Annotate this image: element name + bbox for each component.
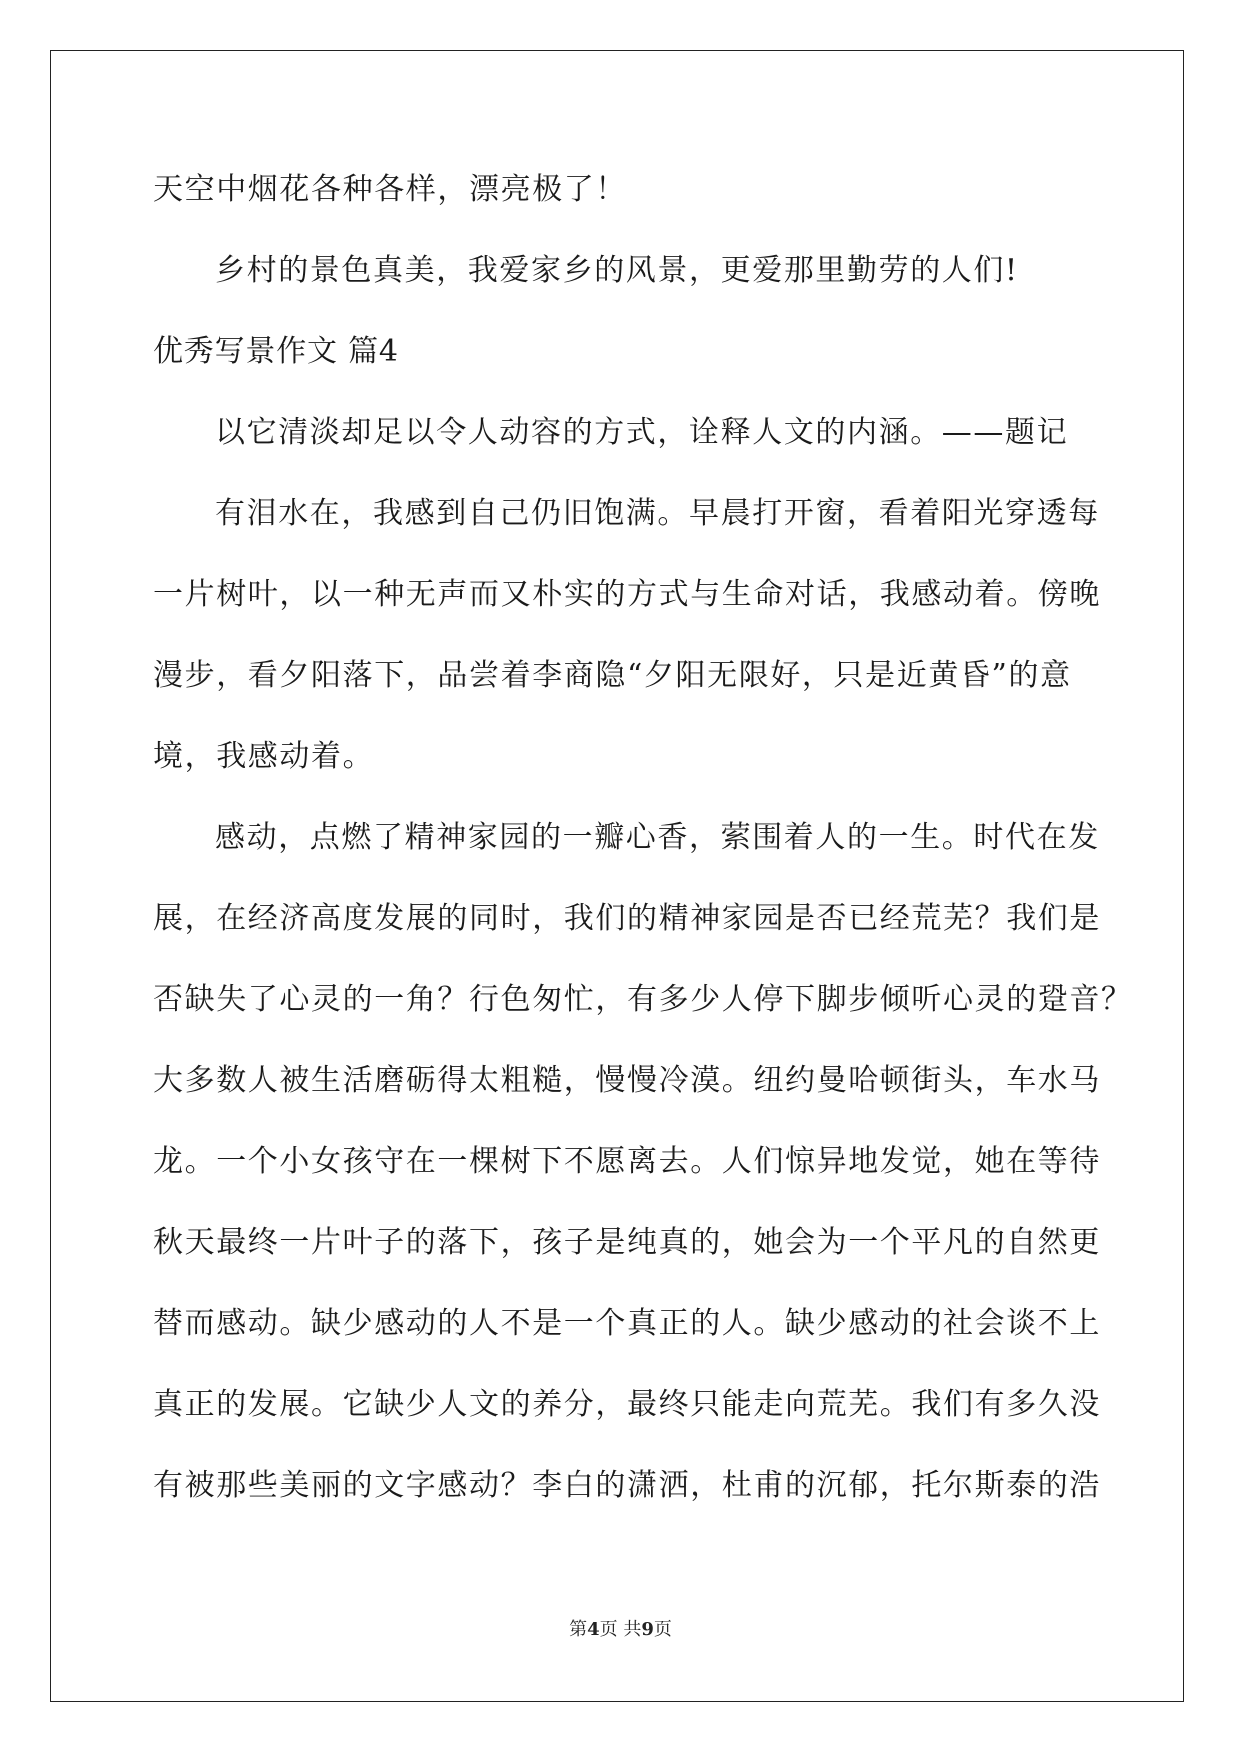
- paragraph-line: 乡村的景色真美，我爱家乡的风景，更爱那里勤劳的人们!: [215, 253, 1019, 288]
- paragraph-line: 有被那些美丽的文字感动？李白的潇洒，杜甫的沉郁，托尔斯泰的浩: [153, 1468, 1101, 1503]
- paragraph-line: 展，在经济高度发展的同时，我们的精神家园是否已经荒芜？我们是: [153, 901, 1101, 936]
- total-page-number: 9: [641, 1619, 654, 1640]
- paragraph-line: 感动，点燃了精神家园的一瓣心香，萦围着人的一生。时代在发: [215, 820, 1100, 855]
- section-heading: 优秀写景作文 篇4: [153, 334, 399, 369]
- paragraph-line: 秋天最终一片叶子的落下，孩子是纯真的，她会为一个平凡的自然更: [153, 1225, 1101, 1260]
- paragraph-line: 一片树叶，以一种无声而又朴实的方式与生命对话，我感动着。傍晚: [153, 577, 1101, 612]
- paragraph-line: 真正的发展。它缺少人文的养分，最终只能走向荒芜。我们有多久没: [153, 1387, 1101, 1422]
- page-prefix: 第: [569, 1619, 588, 1640]
- paragraph-line: 大多数人被生活磨砺得太粗糙，慢慢冷漠。纽约曼哈顿街头，车水马: [153, 1063, 1101, 1098]
- paragraph-line: 否缺失了心灵的一角？行色匆忙，有多少人停下脚步倾听心灵的跫音？: [153, 982, 1133, 1017]
- paragraph-line: 境，我感动着。: [153, 739, 375, 774]
- paragraph-line: 替而感动。缺少感动的人不是一个真正的人。缺少感动的社会谈不上: [153, 1306, 1101, 1341]
- paragraph-line: 漫步，看夕阳落下，品尝着李商隐“夕阳无限好，只是近黄昏”的意: [153, 658, 1072, 693]
- paragraph-line: 天空中烟花各种各样，漂亮极了！: [153, 172, 627, 207]
- page-suffix: 页: [653, 1619, 672, 1640]
- paragraph-line: 有泪水在，我感到自己仍旧饱满。早晨打开窗，看着阳光穿透每: [215, 496, 1100, 531]
- paragraph-line: 龙。一个小女孩守在一棵树下不愿离去。人们惊异地发觉，她在等待: [153, 1144, 1101, 1179]
- page-footer: [0, 1615, 1241, 1641]
- page-mid: 页 共: [599, 1619, 642, 1640]
- epigraph-line: 以它清淡却足以令人动容的方式，诠释人文的内涵。——题记: [215, 415, 1069, 450]
- document-body: [153, 168, 1133, 1545]
- current-page-number: 4: [587, 1619, 600, 1640]
